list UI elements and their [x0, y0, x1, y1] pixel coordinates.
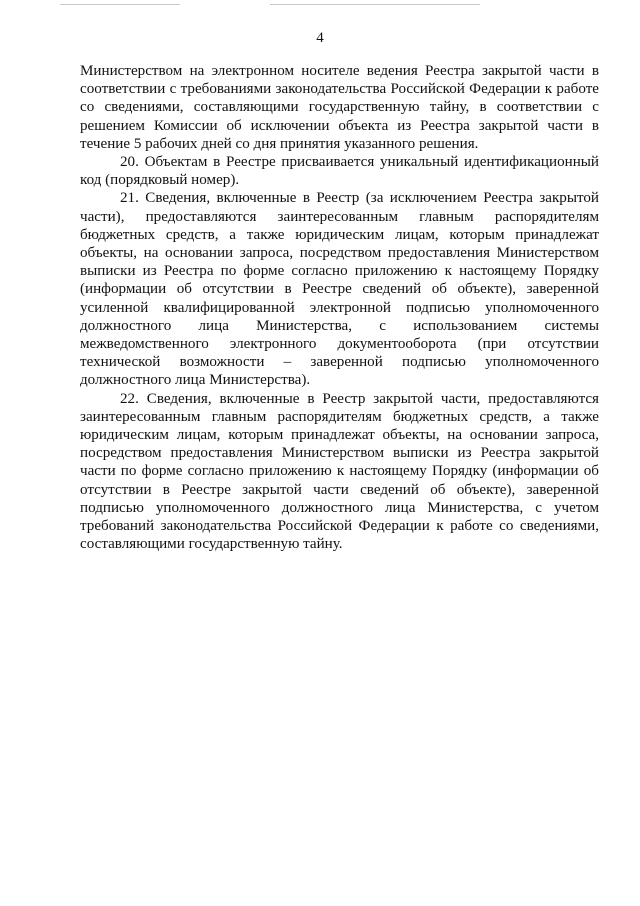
- document-body: [80, 62, 599, 553]
- paragraph-21: 21. Сведения, включенные в Реестр (за исключением Реестра закрытой части), предоставляются заинтересованным главным распорядителям бюджетных средств, а также юридическим лицам, которым принадлежат объекты, на основании запроса, посредством предоставления Министерством выписки из Реестра по форме согласно приложению к настоящему Порядку (информации об отсутствии в Реестре сведений об объекте), заверенной усиленной квалифицированной электронной подписью уполномоченного должностного лица Министерства, с использованием системы межведомственного электронного документооборота (при отсутствии технической возможности – заверенной подписью уполномоченного должностного лица Министерства).: [80, 190, 599, 389]
- scan-artifact: [270, 4, 480, 5]
- scan-artifact: [60, 4, 180, 5]
- page-number: 4: [316, 30, 324, 46]
- paragraph-continued: Министерством на электронном носителе ведения Реестра закрытой части в соответствии с требованиями законодательства Российской Федерации к работе со сведениями, составляющими государственную тайну, в соответствии с решением Комиссии об исключении объекта из Реестра закрытой части в течение 5 рабочих дней со дня принятия указанного решения.: [80, 63, 599, 152]
- paragraph-22: 22. Сведения, включенные в Реестр закрытой части, предоставляются заинтересованным главным распорядителям бюджетных средств, а также юридическим лицам, которым принадлежат объекты, на основании запроса, посредством предоставления Министерством выписки из Реестра закрытой части по форме согласно приложению к настоящему Порядку (информации об отсутствии в Реестре закрытой части сведений об объекте), заверенной подписью уполномоченного должностного лица Министерства, с учетом требований законодательства Российской Федерации к работе со сведениями, составляющими государственную тайну.: [80, 390, 599, 553]
- paragraph-20: 20. Объектам в Реестре присваивается уникальный идентификационный код (порядковый номер).: [80, 154, 599, 189]
